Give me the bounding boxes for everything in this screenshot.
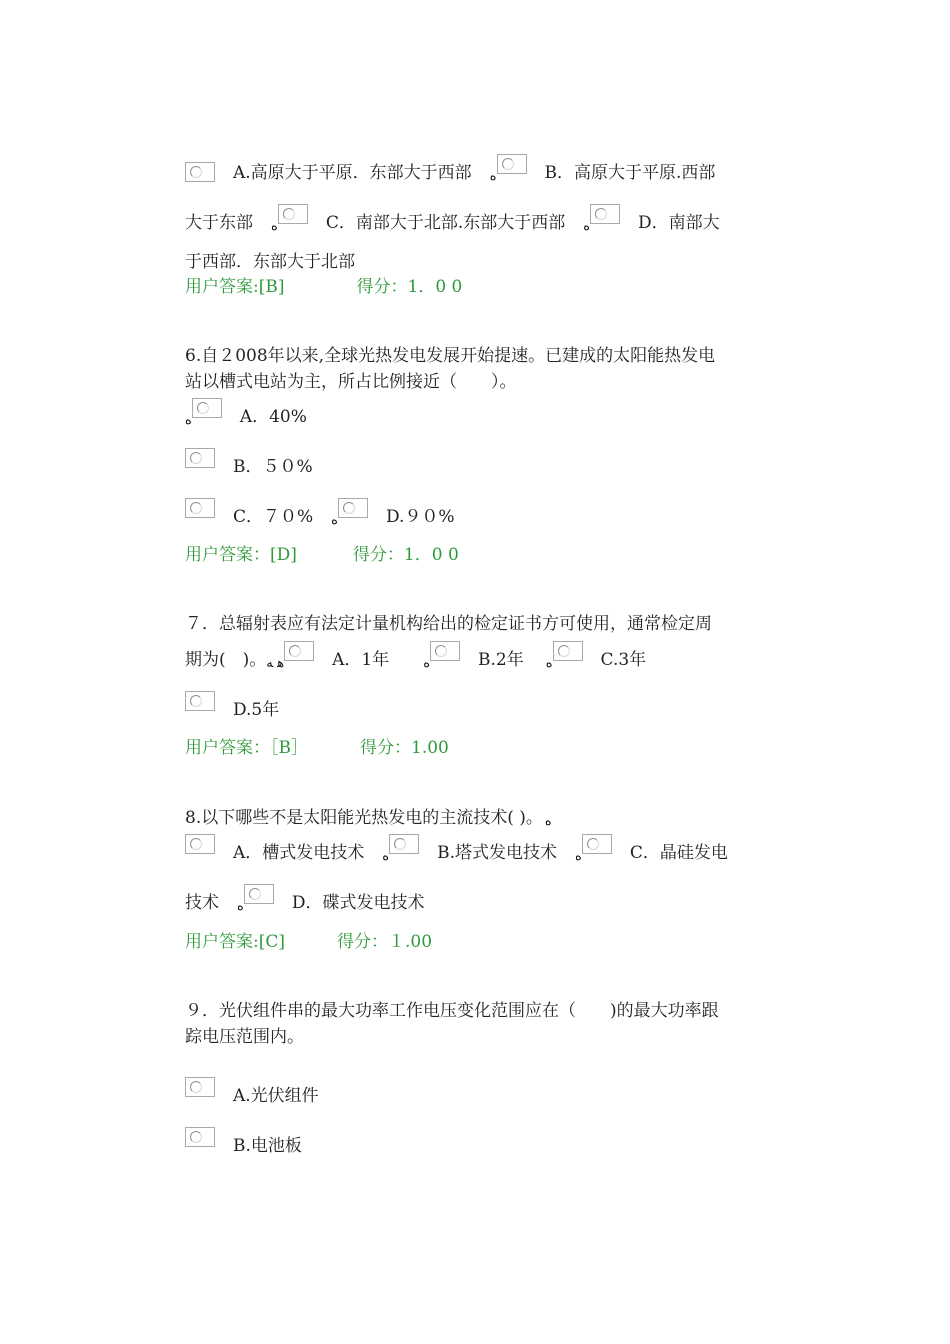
q6-option-cd-row (185, 498, 455, 533)
q5-option-d: D．南部大 (638, 213, 720, 233)
q5-answer-row (185, 275, 462, 299)
q9-question-l2: 踪电压范围内。 (185, 1027, 304, 1047)
q8-line2-start: 技术 (185, 893, 219, 913)
q7-mark-icon: ه (266, 656, 274, 671)
q5-mark-icon: ه (271, 219, 278, 234)
q8-options-row2 (185, 884, 424, 919)
q8-option-c: C．晶硅发电 (629, 843, 728, 863)
q7-radio-d[interactable] (185, 691, 215, 711)
q8-mark-icon: ه (544, 814, 552, 829)
q7-option-a: A．1年 (332, 650, 390, 670)
q7-mark-icon: ه (277, 656, 285, 671)
q5-mark-icon: ه (583, 219, 591, 234)
q6-radio-d[interactable] (338, 498, 368, 518)
q7-option-c: C.3年 (600, 650, 647, 670)
q5-radio-a[interactable] (185, 162, 215, 182)
q7-question-l1: ７．总辐射表应有法定计量机构给出的检定证书方可使用，通常检定周 (185, 614, 712, 634)
q9-option-a-row (185, 1077, 319, 1108)
q8-mark-icon: ه (237, 899, 244, 914)
q5-radio-b[interactable] (497, 154, 527, 174)
q8-option-b: B.塔式发电技术 (437, 843, 557, 863)
q5-radio-c[interactable] (278, 204, 308, 224)
q6-radio-b[interactable] (185, 448, 215, 468)
q6-option-a-row (185, 398, 307, 433)
q9-option-b: B.电池板 (233, 1136, 302, 1156)
q5-line3: 于西部．东部大于北部 (185, 252, 355, 272)
q8-user-answer: 用户答案:[C] (185, 932, 285, 952)
q9-question-l1: ９．光伏组件串的最大功率工作电压变化范围应在（ )的最大功率跟 (185, 1001, 719, 1021)
q8-radio-a[interactable] (185, 834, 215, 854)
q6-answer-row (185, 543, 459, 567)
q9-radio-a[interactable] (185, 1077, 215, 1097)
q8-mark-icon: ه (575, 849, 582, 864)
q5-options-row2 (185, 204, 720, 239)
q5-option-a: A.高原大于平原．东部大于西部 (233, 163, 472, 183)
q9-option-a: A.光伏组件 (233, 1086, 319, 1106)
q7-user-answer: 用户答案：［B］ (185, 738, 308, 758)
q6-radio-a[interactable] (192, 398, 222, 418)
q7-option-d-row (185, 691, 279, 722)
q6-question-l1: 6.自２008年以来,全球光热发电发展开始提速。已建成的太阳能热发电 (185, 346, 716, 366)
q6-option-a: A．40% (239, 407, 307, 427)
q8-score: 得分：１.00 (337, 932, 433, 952)
q7-radio-b[interactable] (430, 641, 460, 661)
q6-option-b-row (185, 448, 313, 479)
q5-radio-d[interactable] (590, 204, 620, 224)
q9-radio-b[interactable] (185, 1127, 215, 1147)
q6-option-d: D.９０% (385, 507, 455, 527)
q7-question-row2 (185, 641, 646, 676)
q7-option-d: D.5年 (233, 700, 280, 720)
q6-mark-icon: ه (331, 513, 338, 528)
q6-score: 得分：1．0 0 (352, 545, 459, 565)
q7-answer-row (185, 736, 449, 760)
q8-radio-c[interactable] (582, 834, 612, 854)
q8-option-a: A．槽式发电技术 (233, 843, 365, 863)
q6-radio-c[interactable] (185, 498, 215, 518)
q9-option-b-row (185, 1127, 302, 1158)
q8-mark-icon: ه (382, 849, 390, 864)
q6-question-l2: 站以槽式电站为主，所占比例接近（ ）。 (185, 372, 517, 392)
q8-answer-row (185, 930, 432, 954)
q5-mark-icon: ه (489, 169, 497, 184)
q8-question-row (185, 806, 552, 834)
q6-user-answer: 用户答案：[D] (185, 545, 297, 565)
q7-radio-c[interactable] (553, 641, 583, 661)
q7-radio-a[interactable] (284, 641, 314, 661)
q7-question-l2: 期为( )。 (185, 650, 267, 670)
q8-question: 8.以下哪些不是太阳能光热发电的主流技术( )。 (185, 808, 543, 828)
q7-mark-icon: ه (423, 656, 431, 671)
q6-option-b: B．５０% (233, 457, 313, 477)
q5-user-answer: 用户答案:[B] (185, 277, 285, 297)
q5-option-b: B．高原大于平原.西部 (544, 163, 716, 183)
q8-radio-b[interactable] (389, 834, 419, 854)
q5-score: 得分：1．0 0 (356, 277, 463, 297)
q6-option-c: C．７０% (233, 507, 314, 527)
q7-mark-icon: ه (545, 656, 553, 671)
q5-option-c: C．南部大于北部.东部大于西部 (325, 213, 566, 233)
q8-options-row1 (185, 834, 728, 869)
q7-option-b: B.2年 (478, 650, 524, 670)
q8-option-d: D．碟式发电技术 (291, 893, 425, 913)
q5-line2-start: 大于东部 (185, 213, 253, 233)
q8-radio-d[interactable] (244, 884, 274, 904)
q6-mark-icon: ه (185, 413, 192, 428)
q7-score: 得分：1.00 (360, 738, 449, 758)
q5-options-row1 (185, 154, 715, 189)
